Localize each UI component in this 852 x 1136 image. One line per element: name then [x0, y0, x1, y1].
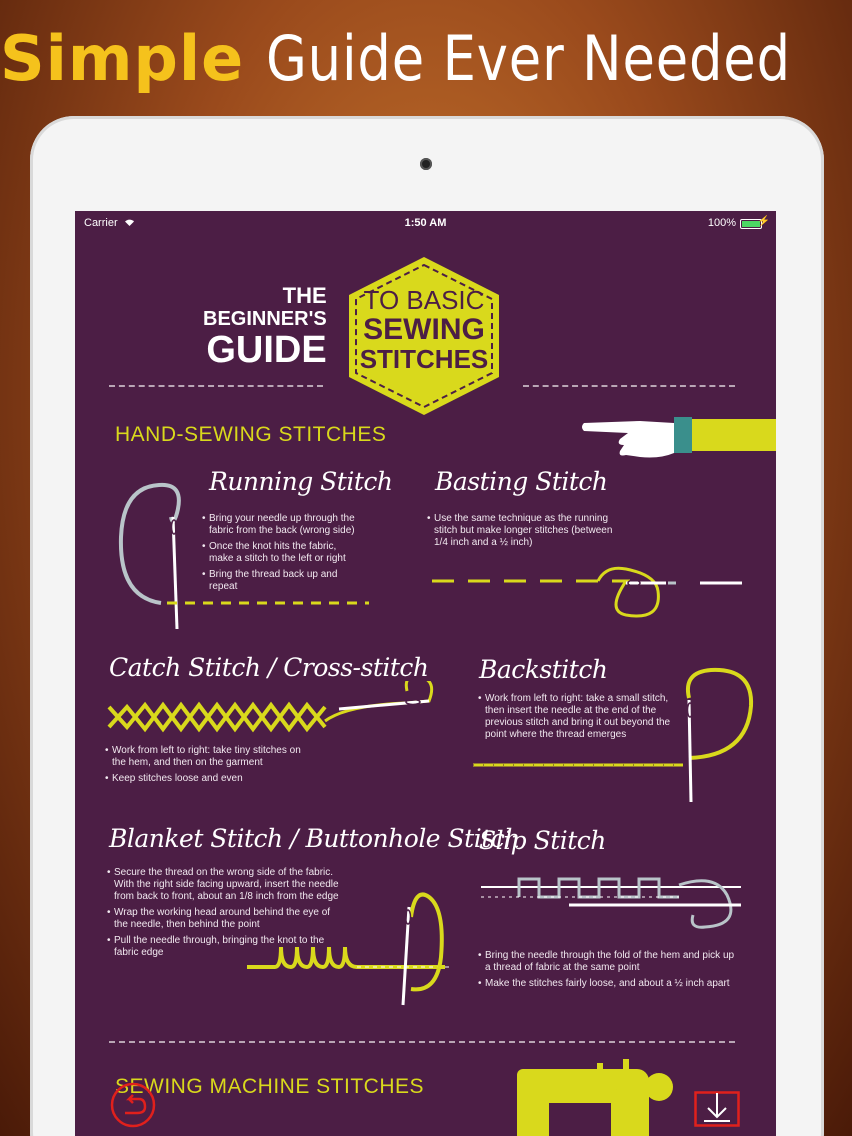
machine-section-title: SEWING MACHINE STITCHES: [115, 1075, 425, 1098]
section-divider: [109, 1041, 735, 1043]
title-line-the: THE: [282, 283, 327, 308]
instruction-item: • Bring the needle through the fold of the hem and pick up a thread of fabric at the same point: [478, 950, 738, 974]
instruction-item: • Keep stitches loose and even: [105, 773, 315, 785]
guide-title: [203, 285, 327, 369]
sewing-machine-illustration: [511, 1059, 691, 1136]
instruction-item: • Secure the thread on the wrong side of the fabric. With the right side facing upward, insert the needle from back to front, about an 1/8 inch from the edge: [107, 867, 339, 903]
instruction-item: • Bring your needle up through the fabric from the back (wrong side): [202, 513, 362, 537]
catch-stitch-title: Catch Stitch / Cross-stitch: [109, 653, 429, 682]
headline-word-simple: Simple: [0, 22, 245, 95]
instruction-item: • Work from left to right: take a small stitch, then insert the needle at the end of the previous stitch and bring it out beyond the point where the thread emerges: [478, 693, 678, 741]
catch-stitch-instructions: [105, 745, 315, 789]
status-bar: [75, 211, 776, 235]
back-button[interactable]: [109, 1081, 157, 1129]
basting-stitch-instructions: [427, 513, 617, 553]
slip-stitch-instructions: [478, 950, 738, 994]
download-icon: [704, 1093, 730, 1121]
backstitch-title: Backstitch: [479, 655, 608, 684]
divider-left: [109, 385, 323, 387]
hex-line-sewing: SEWING: [363, 313, 485, 347]
hex-line-to-basic: TO BASIC: [363, 285, 485, 315]
blanket-stitch-title: Blanket Stitch / Buttonhole Stitch: [109, 824, 520, 853]
instruction-item: • Make the stitches fairly loose, and about a ½ inch apart: [478, 978, 738, 990]
headline-rest: Guide Ever Needed: [266, 22, 792, 95]
instruction-item: • Pull the needle through, bringing the knot to the fabric edge: [107, 935, 339, 959]
instruction-item: • Work from left to right: take tiny stitches on the hem, and then on the garment: [105, 745, 315, 769]
charging-bolt-icon: ⚡: [757, 216, 770, 227]
backstitch-illustration: [471, 666, 761, 806]
pointing-hand-illustration: [580, 403, 776, 467]
download-button[interactable]: [694, 1091, 740, 1127]
running-stitch-title: Running Stitch: [209, 467, 393, 496]
carrier-label: Carrier: [84, 217, 135, 229]
divider-right: [523, 385, 735, 387]
instruction-item: • Once the knot hits the fabric, make a stitch to the left or right: [202, 541, 362, 565]
title-line-beginners: BEGINNER'S: [203, 308, 327, 330]
hexagon-title-text: [343, 287, 505, 373]
tablet-camera: [420, 158, 432, 170]
blanket-stitch-illustration: [245, 877, 465, 1007]
basting-stitch-title: Basting Stitch: [435, 467, 608, 496]
promo-headline: [0, 22, 852, 95]
basting-stitch-illustration: [430, 551, 750, 621]
battery-percent: 100%: [707, 217, 736, 229]
app-screen[interactable]: [75, 211, 776, 1136]
status-time: 1:50 AM: [404, 217, 447, 229]
running-stitch-illustration: [115, 477, 375, 637]
instruction-item: • Use the same technique as the running stitch but make longer stitches (between 1/4 inch and a ½ inch): [427, 513, 617, 549]
instruction-item: • Bring the thread back up and repeat: [202, 569, 362, 593]
instruction-item: • Wrap the working head around behind the eye of the needle, then behind the point: [107, 907, 339, 931]
hex-line-stitches: STITCHES: [359, 343, 489, 374]
slip-stitch-title: Slip Stitch: [479, 826, 606, 855]
slip-stitch-illustration: [479, 871, 749, 961]
back-arrow-icon: [112, 1084, 154, 1126]
hand-sewing-section-title: HAND-SEWING STITCHES: [115, 423, 387, 446]
title-line-guide: GUIDE: [206, 329, 327, 371]
